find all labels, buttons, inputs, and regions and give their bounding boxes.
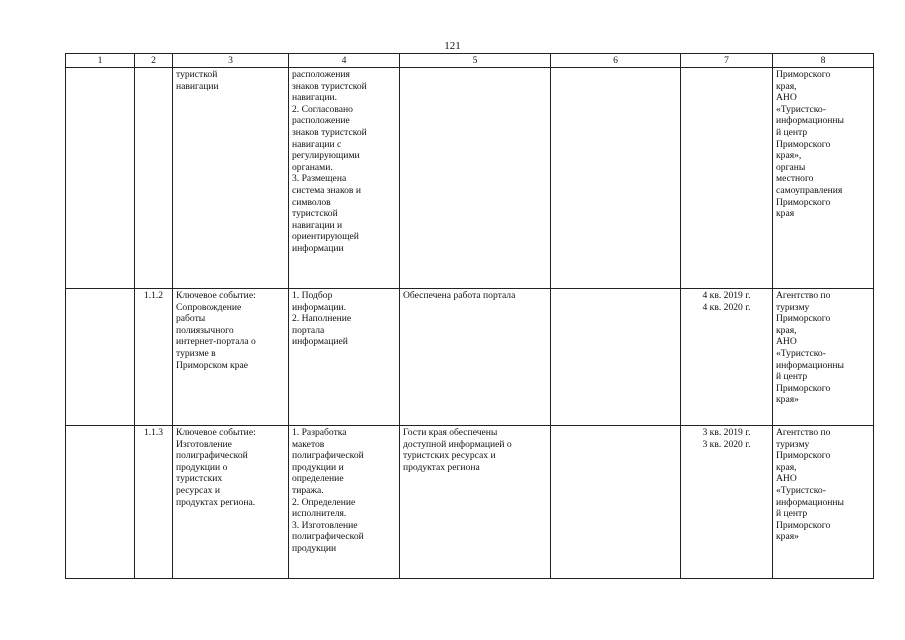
text-line: информационны bbox=[776, 359, 844, 371]
text-line: Приморского bbox=[776, 138, 831, 150]
text-line: Ключевое событие: bbox=[176, 427, 256, 438]
text-line: Приморского bbox=[776, 450, 831, 462]
text-line: 2. Наполнение bbox=[292, 313, 352, 325]
text-line: система знаков и bbox=[292, 184, 361, 196]
cell-dates bbox=[681, 289, 773, 426]
cell-code: 1.1.3 bbox=[135, 426, 173, 579]
text-line: Обеспечена работа портала bbox=[403, 290, 516, 301]
text-line: расположение bbox=[292, 115, 350, 127]
cell-dates bbox=[681, 68, 773, 289]
text-line: края» bbox=[776, 531, 799, 543]
text-line: й центр bbox=[776, 508, 808, 520]
text-line: полиграфической bbox=[176, 450, 248, 462]
text-line: макетов bbox=[292, 438, 325, 450]
text-line: 4 кв. 2019 г. bbox=[702, 290, 751, 301]
text-line: края, bbox=[776, 461, 797, 473]
text-line: туристских ресурсах и bbox=[403, 450, 496, 462]
cell-result bbox=[400, 426, 551, 579]
text-line: полиграфической bbox=[292, 531, 364, 543]
text-line: Гости края обеспечены bbox=[403, 427, 498, 438]
text-line: 1. Разработка bbox=[292, 427, 347, 438]
text-line: продукции и bbox=[292, 461, 344, 473]
cell-col6 bbox=[551, 68, 681, 289]
text-line: продуктах региона. bbox=[176, 496, 256, 508]
cell-event bbox=[173, 426, 289, 579]
text-line: края» bbox=[776, 394, 799, 406]
column-header: 3 bbox=[173, 54, 289, 68]
text-line: исполнителя. bbox=[292, 508, 347, 520]
text-line: 3 кв. 2020 г. bbox=[702, 438, 751, 450]
text-line: Приморского bbox=[776, 196, 831, 208]
cell-actions bbox=[289, 289, 400, 426]
cell-col6 bbox=[551, 289, 681, 426]
column-header: 2 bbox=[135, 54, 173, 68]
text-line: расположения bbox=[292, 69, 350, 80]
table-row bbox=[66, 68, 874, 289]
column-header: 5 bbox=[400, 54, 551, 68]
column-header: 1 bbox=[66, 54, 135, 68]
text-line: туристских bbox=[176, 473, 223, 485]
text-line: органы bbox=[776, 161, 806, 173]
column-header: 8 bbox=[773, 54, 874, 68]
text-line: информации bbox=[292, 242, 344, 254]
text-line: 3. Изготовление bbox=[292, 519, 358, 531]
text-line: края bbox=[776, 208, 795, 220]
cell-actions bbox=[289, 426, 400, 579]
text-line: края, bbox=[776, 324, 797, 336]
text-line: информационны bbox=[776, 496, 844, 508]
text-line: 4 кв. 2020 г. bbox=[702, 301, 751, 313]
text-line: информации. bbox=[292, 301, 346, 313]
text-line: края», bbox=[776, 150, 802, 162]
text-line: продукции о bbox=[176, 461, 228, 473]
text-line: й центр bbox=[776, 126, 808, 138]
text-line: Приморского bbox=[776, 519, 831, 531]
text-line: знаков туристской bbox=[292, 126, 367, 138]
column-header: 6 bbox=[551, 54, 681, 68]
text-line: Приморского bbox=[776, 313, 831, 325]
text-line: тиража. bbox=[292, 484, 324, 496]
text-line: ресурсах и bbox=[176, 484, 220, 496]
text-line: туристской bbox=[292, 208, 338, 220]
table-row bbox=[66, 426, 874, 579]
cell-col6 bbox=[551, 426, 681, 579]
text-line: АНО bbox=[776, 92, 797, 104]
cell-code: 1.1.2 bbox=[135, 289, 173, 426]
cell-code bbox=[135, 68, 173, 289]
cell-blank bbox=[66, 426, 135, 579]
header-row bbox=[66, 54, 874, 68]
text-line: информационны bbox=[776, 115, 844, 127]
text-line: определение bbox=[292, 473, 344, 485]
text-line: навигации. bbox=[292, 92, 338, 104]
text-line: Изготовление bbox=[176, 438, 232, 450]
cell-event bbox=[173, 68, 289, 289]
text-line: «Туристско- bbox=[776, 484, 826, 496]
text-line: АНО bbox=[776, 473, 797, 485]
text-line: 2. Согласовано bbox=[292, 103, 353, 115]
text-line: туризму bbox=[776, 438, 810, 450]
text-line: 3. Размещена bbox=[292, 173, 347, 185]
text-line: продукции bbox=[292, 542, 337, 554]
text-line: Приморского bbox=[776, 382, 831, 394]
table-row bbox=[66, 289, 874, 426]
cell-blank bbox=[66, 289, 135, 426]
text-line: органами. bbox=[292, 161, 333, 173]
text-line: 3 кв. 2019 г. bbox=[702, 427, 751, 438]
cell-result bbox=[400, 68, 551, 289]
text-line: Агентство по bbox=[776, 290, 831, 301]
column-header: 4 bbox=[289, 54, 400, 68]
column-header: 7 bbox=[681, 54, 773, 68]
text-line: продуктах региона bbox=[403, 461, 480, 473]
text-line: информацией bbox=[292, 336, 348, 348]
text-line: работы bbox=[176, 313, 206, 325]
text-line: АНО bbox=[776, 336, 797, 348]
text-line: й центр bbox=[776, 371, 808, 383]
text-line: Приморского bbox=[776, 69, 831, 80]
text-line: туризме в bbox=[176, 347, 216, 359]
cell-dates bbox=[681, 426, 773, 579]
text-line: знаков туристской bbox=[292, 80, 367, 92]
text-line: Сопровождение bbox=[176, 301, 242, 313]
text-line: Ключевое событие: bbox=[176, 290, 256, 301]
text-line: навигации и bbox=[292, 219, 343, 231]
text-line: доступной информацией о bbox=[403, 438, 512, 450]
text-line: навигации bbox=[176, 80, 219, 92]
text-line: портала bbox=[292, 324, 325, 336]
cell-responsible bbox=[773, 289, 874, 426]
cell-responsible bbox=[773, 426, 874, 579]
text-line: 1. Подбор bbox=[292, 290, 333, 301]
text-line: края, bbox=[776, 80, 797, 92]
text-line: Приморском крае bbox=[176, 359, 249, 371]
cell-responsible bbox=[773, 68, 874, 289]
text-line: полиграфической bbox=[292, 450, 364, 462]
text-line: «Туристско- bbox=[776, 347, 826, 359]
text-line: Агентство по bbox=[776, 427, 831, 438]
text-line: полиязычного bbox=[176, 324, 234, 336]
text-line: регулирующими bbox=[292, 150, 360, 162]
text-line: символов bbox=[292, 196, 331, 208]
text-line: 2. Определение bbox=[292, 496, 356, 508]
cell-event bbox=[173, 289, 289, 426]
text-line: «Туристско- bbox=[776, 103, 826, 115]
text-line: навигации с bbox=[292, 138, 342, 150]
cell-blank bbox=[66, 68, 135, 289]
text-line: туристкой bbox=[176, 69, 218, 80]
text-line: самоуправления bbox=[776, 184, 843, 196]
page-number: 121 bbox=[444, 40, 461, 52]
text-line: местного bbox=[776, 173, 814, 185]
text-line: интернет-портала о bbox=[176, 336, 256, 348]
cell-result bbox=[400, 289, 551, 426]
program-table bbox=[65, 53, 874, 579]
cell-actions bbox=[289, 68, 400, 289]
text-line: туризму bbox=[776, 301, 810, 313]
text-line: ориентирующей bbox=[292, 231, 359, 243]
